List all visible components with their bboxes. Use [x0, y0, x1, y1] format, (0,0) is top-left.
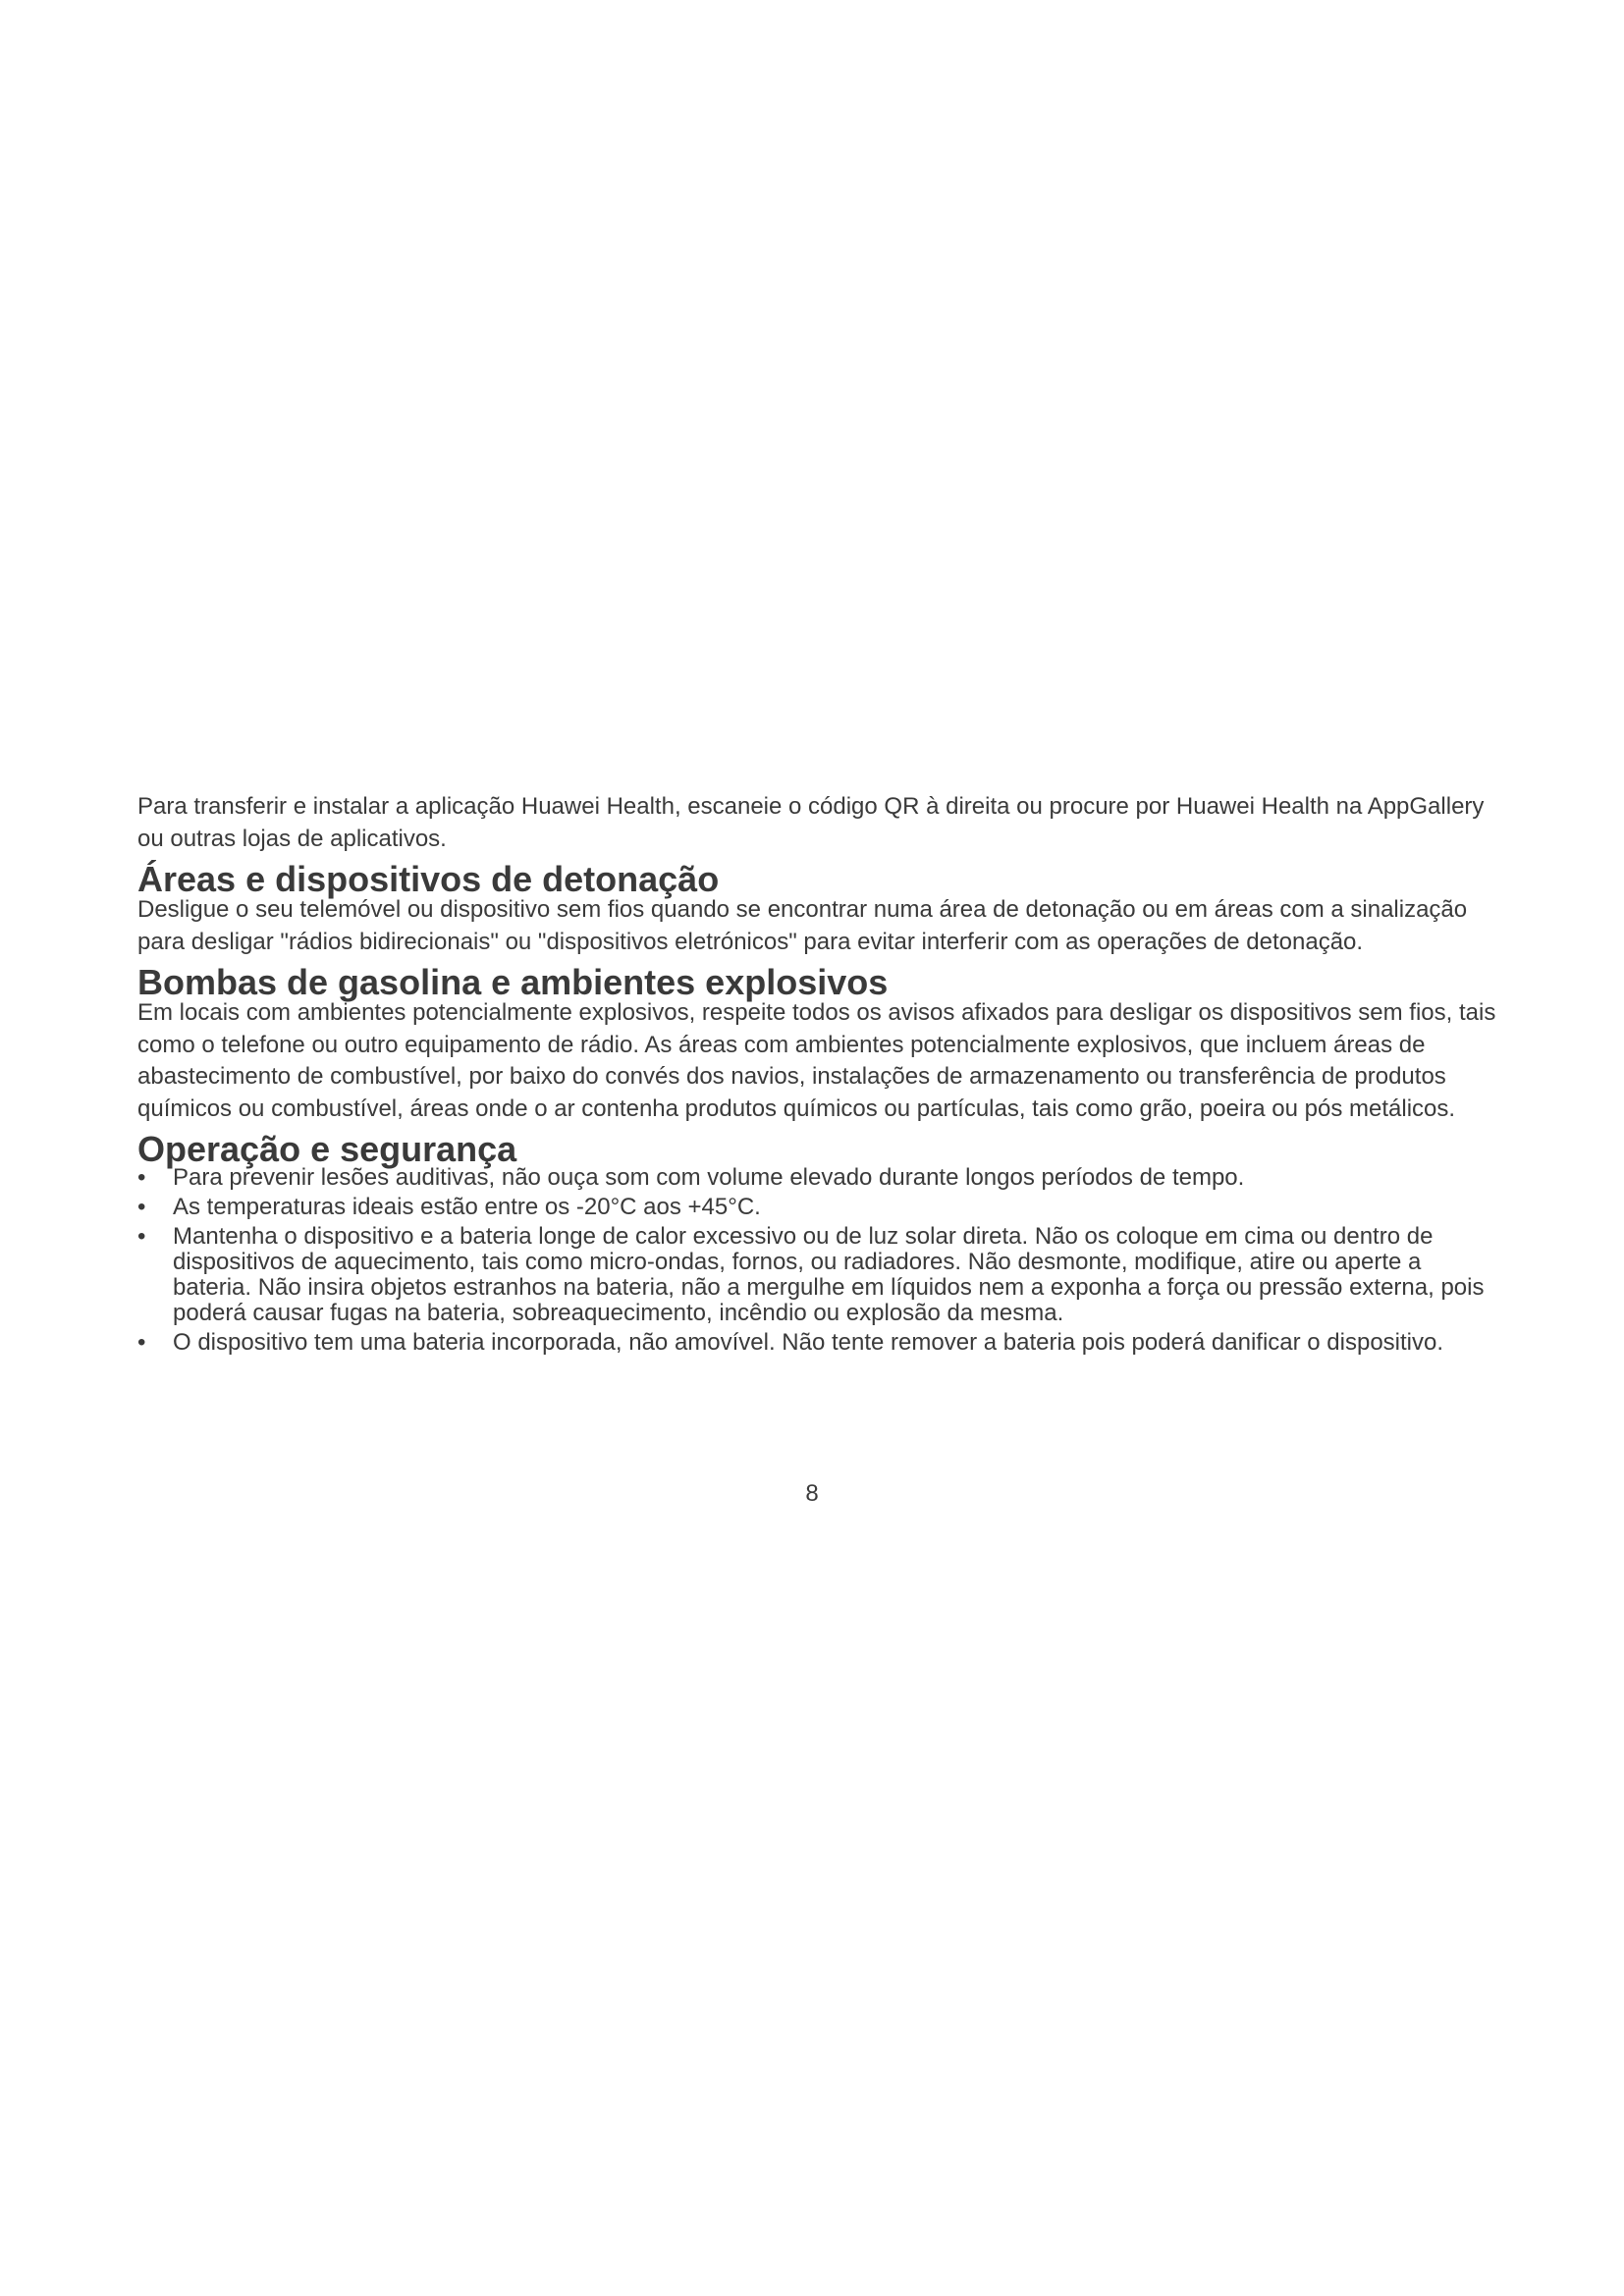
page-number: 8 [805, 1480, 819, 1507]
bullet-icon: • [137, 1223, 146, 1250]
document-content [137, 791, 1502, 1356]
intro-paragraph: Para transferir e instalar a aplicação Huawei Health, escaneie o código QR à direita ou procure por Huawei Health na AppGallery ou outras lojas de aplicativos. [137, 793, 1485, 852]
section-body-detonation: Desligue o seu telemóvel ou dispositivo sem fios quando se encontrar numa área de detonação ou em áreas com a sinalização para desligar "rádios bidirecionais" ou "dispositivos eletrónicos" para evitar interferir com as operações de detonação. [137, 896, 1468, 955]
bullet-text: As temperaturas ideais estão entre os -20°C aos +45°C. [173, 1194, 761, 1220]
bullet-icon: • [137, 1329, 146, 1356]
bullet-icon: • [137, 1194, 146, 1220]
section-heading-operation: Operação e segurança [137, 1129, 517, 1169]
bullet-text: O dispositivo tem uma bateria incorporada, não amovível. Não tente remover a bateria pois poderá danificar o dispositivo. [173, 1329, 1444, 1356]
list-item [137, 1165, 1502, 1191]
list-item [137, 1330, 1502, 1356]
section-heading-explosive: Bombas de gasolina e ambientes explosivos [137, 962, 889, 1002]
list-item [137, 1224, 1502, 1326]
section-heading-detonation: Áreas e dispositivos de detonação [137, 859, 720, 899]
bullet-text: Para prevenir lesões auditivas, não ouça som com volume elevado durante longos períodos de tempo. [173, 1164, 1245, 1191]
bullet-icon: • [137, 1164, 146, 1191]
safety-bullet-list [137, 1165, 1502, 1356]
list-item [137, 1195, 1502, 1220]
bullet-text: Mantenha o dispositivo e a bateria longe de calor excessivo ou de luz solar direta. Não os coloque em cima ou dentro de dispositivos de aquecimento, tais como micro-ondas, fornos, ou radiadores. Não desmonte, modifique, atire ou aperte a bateria. Não insira objetos estranhos na bateria, não a mergulhe em líquidos nem a exponha a força ou pressão externa, pois poderá causar fugas na bateria, sobreaquecimento, incêndio ou explosão da mesma. [173, 1223, 1485, 1326]
section-body-explosive: Em locais com ambientes potencialmente explosivos, respeite todos os avisos afixados para desligar os dispositivos sem fios, tais como o telefone ou outro equipamento de rádio. As áreas com ambientes potencialmente explosivos, que incluem áreas de abastecimento de combustível, por baixo do convés dos navios, instalações de armazenamento ou transferência de produtos químicos ou combustível, áreas onde o ar contenha produtos químicos ou partículas, tais como grão, poeira ou pós metálicos. [137, 999, 1496, 1122]
